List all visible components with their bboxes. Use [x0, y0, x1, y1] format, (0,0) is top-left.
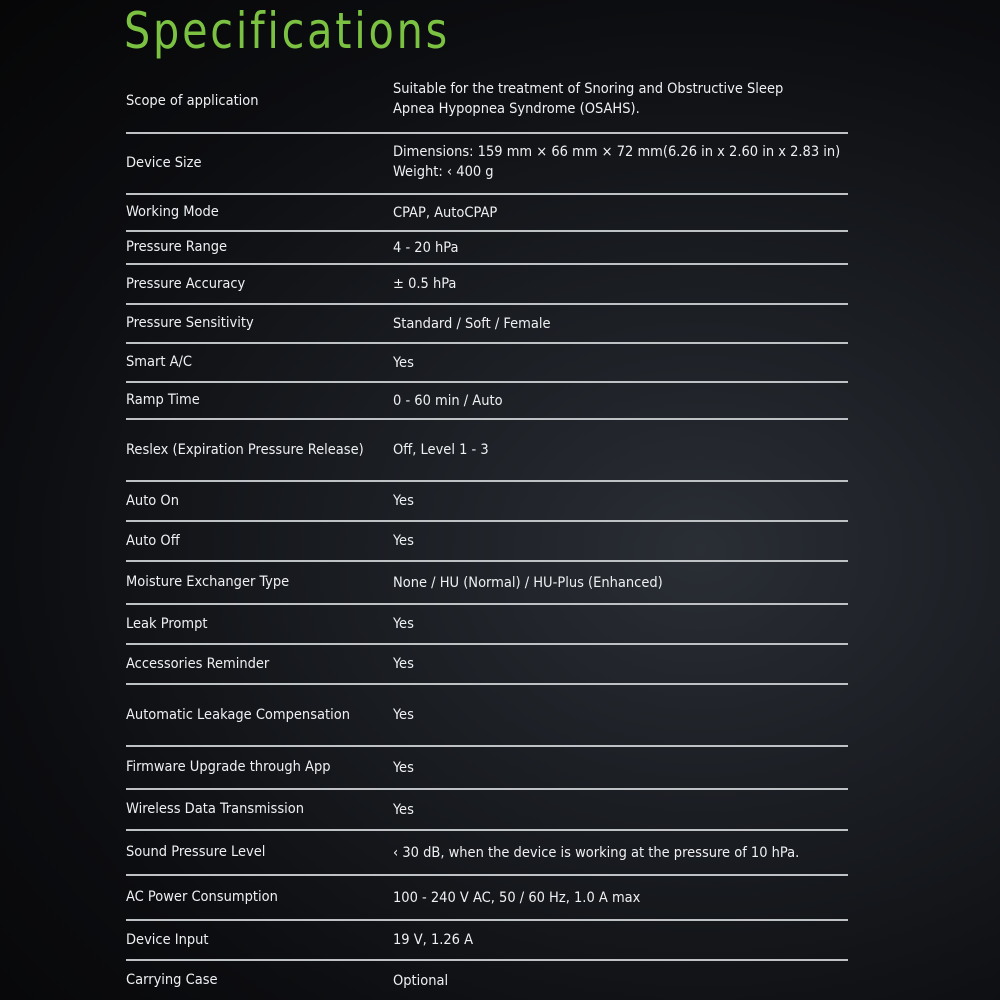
spec-row [126, 876, 848, 921]
page-title: Specifications [124, 2, 450, 60]
spec-row [126, 921, 848, 961]
spec-row [126, 420, 848, 482]
spec-value: Yes [393, 759, 414, 776]
spec-label: Pressure Range [126, 239, 228, 255]
spec-row [126, 344, 848, 383]
spec-label: Scope of application [126, 92, 259, 109]
spec-label: Accessories Reminder [126, 655, 270, 672]
spec-value: 19 V, 1.26 A [393, 932, 474, 948]
spec-value: Yes [393, 354, 414, 371]
spec-row [126, 605, 848, 645]
spec-label: Moisture Exchanger Type [126, 574, 290, 590]
spec-label: Ramp Time [126, 392, 200, 408]
spec-value: Off, Level 1 - 3 [393, 442, 489, 458]
spec-value: Yes [393, 533, 414, 549]
spec-label: Reslex (Expiration Pressure Release) [126, 441, 364, 458]
spec-row [126, 232, 848, 265]
spec-label: Firmware Upgrade through App [126, 759, 331, 775]
spec-label: Auto Off [126, 532, 180, 549]
spec-label: Smart A/C [126, 354, 193, 370]
spec-row [126, 645, 848, 685]
spec-row [126, 522, 848, 562]
spec-value: 100 - 240 V AC, 50 / 60 Hz, 1.0 A max [393, 889, 641, 906]
spec-label: Auto On [126, 492, 179, 509]
spec-row [126, 790, 848, 831]
spec-row [126, 134, 848, 195]
spec-value: Standard / Soft / Female [393, 315, 551, 332]
spec-row [126, 265, 848, 305]
spec-value: 0 - 60 min / Auto [393, 392, 503, 409]
spec-label: Wireless Data Transmission [126, 801, 305, 817]
spec-row [126, 195, 848, 232]
spec-value: None / HU (Normal) / HU-Plus (Enhanced) [393, 574, 663, 591]
spec-label: Device Input [126, 931, 209, 948]
spec-value: Yes [393, 707, 414, 723]
spec-value: CPAP, AutoCPAP [393, 204, 498, 221]
spec-row [126, 831, 848, 876]
spec-value: ‹ 30 dB, when the device is working at the pressure of 10 hPa. [393, 844, 800, 861]
spec-value: Suitable for the treatment of Snoring and Obstructive Sleep Apnea Hypopnea Syndrome (OSAHS). [393, 81, 784, 117]
spec-value: 4 - 20 hPa [393, 239, 459, 256]
spec-label: Sound Pressure Level [126, 844, 266, 860]
spec-label: AC Power Consumption [126, 889, 278, 905]
spec-row [126, 482, 848, 522]
spec-row [126, 305, 848, 344]
spec-row [126, 685, 848, 747]
spec-value: Yes [393, 616, 414, 632]
spec-value: Dimensions: 159 mm × 66 mm × 72 mm(6.26 in x 2.60 in x 2.83 in) Weight: ‹ 400 g [393, 143, 841, 180]
spec-value: ± 0.5 hPa [393, 276, 457, 292]
spec-label: Device Size [126, 155, 202, 171]
spec-row [126, 961, 848, 1000]
spec-label: Pressure Sensitivity [126, 315, 254, 331]
spec-row [126, 562, 848, 605]
spec-label: Pressure Accuracy [126, 275, 246, 292]
spec-row [126, 383, 848, 420]
spec-label: Carrying Case [126, 972, 218, 988]
spec-row [126, 747, 848, 790]
spec-label: Leak Prompt [126, 615, 208, 632]
spec-label: Working Mode [126, 204, 219, 220]
spec-value: Yes [393, 493, 414, 509]
spec-row [126, 70, 848, 134]
spec-value: Optional [393, 972, 449, 989]
spec-label: Automatic Leakage Compensation [126, 706, 350, 723]
spec-value: Yes [393, 801, 414, 818]
spec-value: Yes [393, 656, 414, 672]
